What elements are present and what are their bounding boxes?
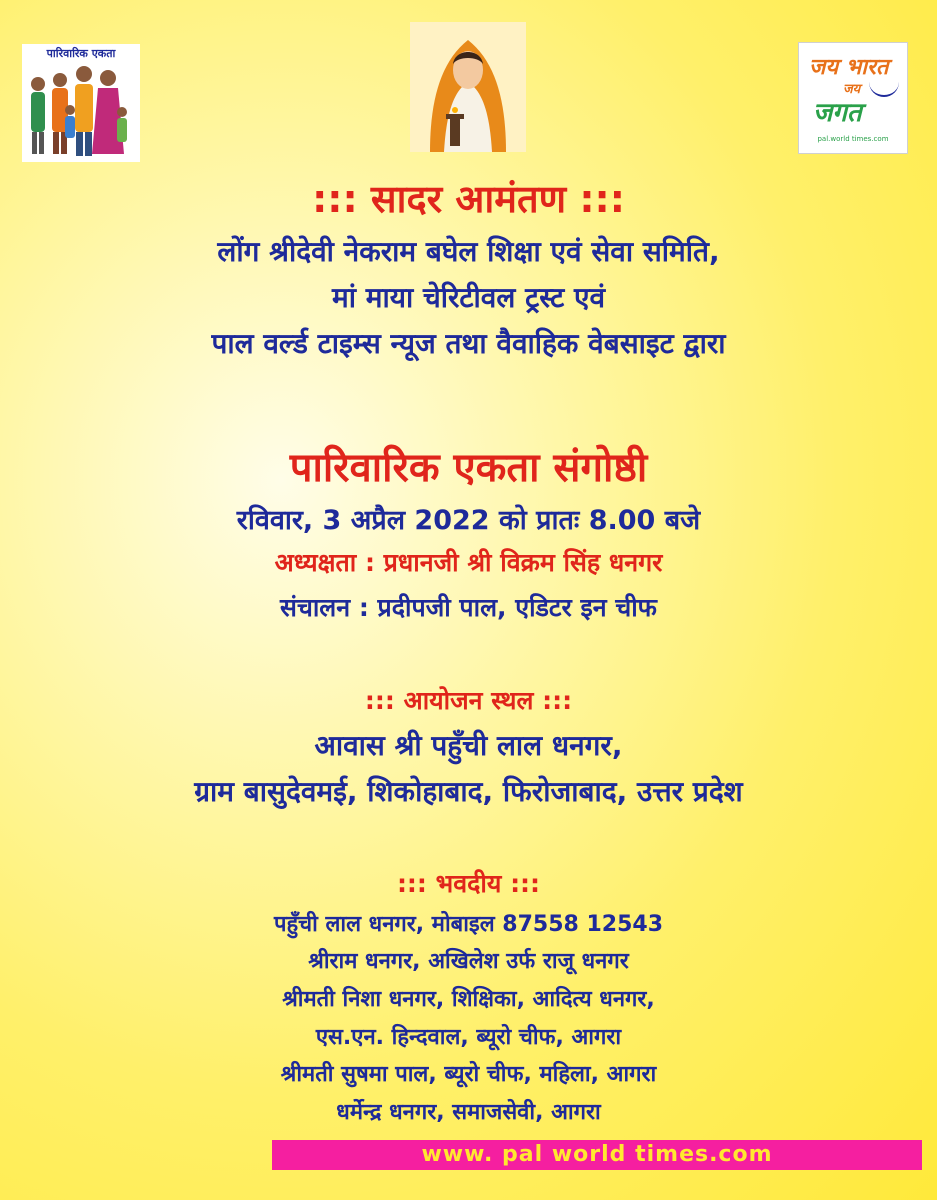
sincerely-line-3: श्रीमती निशा धनगर, शिक्षिका, आदित्य धनगर,: [282, 987, 655, 1012]
brand-logo-arc: [869, 73, 899, 97]
sincerely-line-5: श्रीमती सुषमा पाल, ब्यूरो चीफ, महिला, आगरा: [280, 1062, 657, 1087]
brand-logo-icon: [798, 42, 908, 154]
brand-logo-line3: जगत: [813, 98, 862, 128]
sincerely-line-1: पहुँची लाल धनगर, मोबाइल 87558 12543: [273, 912, 664, 937]
portrait-image: [410, 22, 526, 152]
sincerely-title: ::: भवदीय :::: [396, 869, 541, 898]
event-host: संचालन : प्रदीपजी पाल, एडिटर इन चीफ: [280, 593, 657, 622]
website-bar: [272, 1140, 922, 1170]
family-logo: [22, 44, 140, 162]
organizer-line-1: लोंग श्रीदेवी नेकराम बघेल शिक्षा एवं सेवा समिति,: [217, 235, 720, 268]
family-logo-caption: पारिवारिक एकता: [46, 47, 116, 60]
sincerely-line-6: धर्मेन्द्र धनगर, समाजसेवी, आगरा: [336, 1100, 601, 1125]
invite-title: ::: सादर आमंतण :::: [312, 177, 625, 221]
event-chair: अध्यक्षता : प्रधानजी श्री विक्रम सिंह धनगर: [274, 548, 663, 577]
sincerely-line-2: श्रीराम धनगर, अखिलेश उर्फ राजू धनगर: [308, 949, 629, 974]
website-link[interactable]: www. pal world times.com: [421, 1142, 773, 1167]
organizer-line-2: मां माया चेरिटीवल ट्रस्ट एवं: [331, 281, 606, 314]
brand-logo-line2: जय: [843, 82, 861, 97]
brand-logo-line1: जय भारत: [809, 55, 889, 80]
event-title: पारिवारिक एकता संगोष्ठी: [289, 445, 648, 491]
brand-logo-url: pal.world times.com: [817, 135, 889, 143]
family-logo-icon: [22, 44, 140, 162]
venue-title: ::: आयोजन स्थल :::: [364, 686, 573, 715]
venue-line-2: ग्राम बासुदेवमई, शिकोहाबाद, फिरोजाबाद, उत्तर प्रदेश: [194, 775, 743, 808]
organizer-line-3: पाल वर्ल्ड टाइम्स न्यूज तथा वैवाहिक वेबसाइट द्वारा: [211, 327, 726, 360]
event-datetime: रविवार, 3 अप्रैल 2022 को प्रातः 8.00 बजे: [236, 505, 701, 536]
venue-line-1: आवास श्री पहुँची लाल धनगर,: [314, 729, 623, 762]
portrait-icon: [410, 22, 526, 152]
sincerely-line-4: एस.एन. हिन्दवाल, ब्यूरो चीफ, आगरा: [315, 1025, 622, 1050]
